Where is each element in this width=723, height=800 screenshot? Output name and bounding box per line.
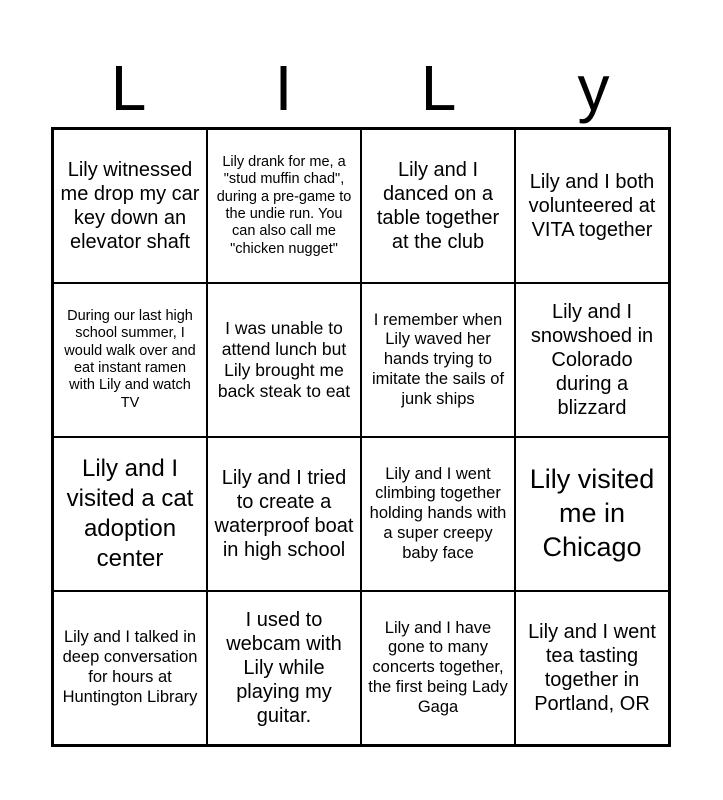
bingo-cell[interactable] <box>207 591 361 745</box>
bingo-cell[interactable] <box>53 437 207 591</box>
bingo-cell-text: I used to webcam with Lily while playing my guitar. <box>226 609 342 727</box>
bingo-cell-text: Lily visited me in Chicago <box>529 464 655 562</box>
header-letter: L <box>420 52 457 124</box>
header-letter: L <box>110 52 147 124</box>
bingo-cell-text: Lily and I visited a cat adoption center <box>66 455 194 572</box>
bingo-cell[interactable] <box>361 283 515 437</box>
bingo-cell-text: Lily witnessed me drop my car key down an elevator shaft <box>60 159 200 253</box>
bingo-cell-text: Lily and I danced on a table together at the club <box>376 159 500 253</box>
bingo-cell[interactable] <box>53 283 207 437</box>
bingo-cell[interactable] <box>207 129 361 283</box>
bingo-cell[interactable] <box>53 591 207 745</box>
bingo-cell-text: Lily drank for me, a "stud muffin chad", during a pre-game to the undie run. You can also call me "chicken nugget" <box>216 153 352 257</box>
bingo-cell-text: During our last high school summer, I would walk over and eat instant ramen with Lily and watch TV <box>64 307 196 411</box>
bingo-cell-text: I was unable to attend lunch but Lily brought me back steak to eat <box>217 318 351 401</box>
bingo-cell-text: Lily and I tried to create a waterproof boat in high school <box>214 467 354 561</box>
bingo-cell[interactable] <box>515 591 669 745</box>
bingo-header <box>51 48 671 128</box>
bingo-cell[interactable] <box>515 129 669 283</box>
bingo-cell-text: Lily and I have gone to many concerts together, the first being Lady Gaga <box>368 618 508 716</box>
bingo-cell[interactable] <box>53 129 207 283</box>
header-letter: I <box>274 52 293 124</box>
bingo-cell-text: I remember when Lily waved her hands trying to imitate the sails of junk ships <box>371 310 505 408</box>
bingo-board <box>51 127 671 747</box>
bingo-cell[interactable] <box>361 129 515 283</box>
bingo-cell-text: Lily and I both volunteered at VITA together <box>528 171 656 241</box>
bingo-cell-text: Lily and I snowshoed in Colorado during a blizzard <box>530 301 654 419</box>
bingo-cell[interactable] <box>515 283 669 437</box>
bingo-cell[interactable] <box>361 437 515 591</box>
bingo-cell[interactable] <box>361 591 515 745</box>
bingo-cell[interactable] <box>207 437 361 591</box>
bingo-cell-text: Lily and I went climbing together holding hands with a super creepy baby face <box>369 464 507 562</box>
bingo-cell-text: Lily and I went tea tasting together in Portland, OR <box>528 621 656 715</box>
header-letter: y <box>577 52 610 124</box>
bingo-cell-text: Lily and I talked in deep conversation for hours at Huntington Library <box>62 628 198 706</box>
bingo-cell[interactable] <box>207 283 361 437</box>
bingo-cell[interactable] <box>515 437 669 591</box>
